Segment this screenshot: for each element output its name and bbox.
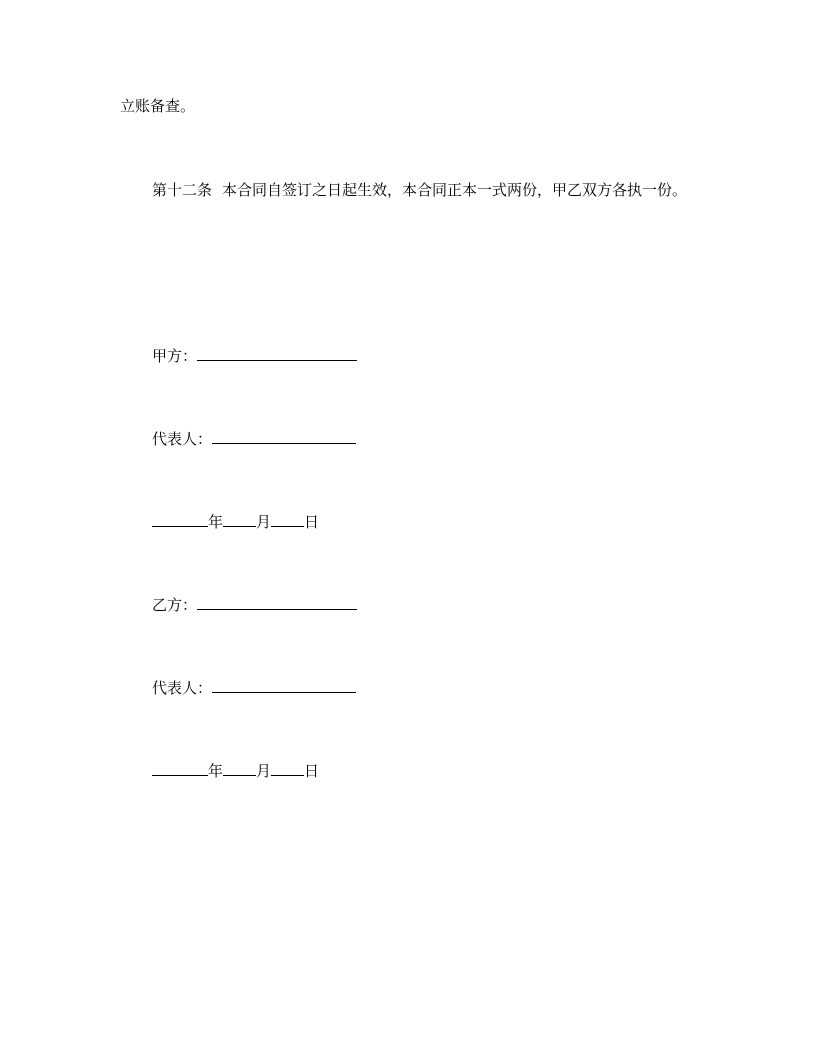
party-a-year-label: 年 xyxy=(208,513,224,531)
party-b-day-blank[interactable] xyxy=(271,761,304,776)
party-b-representative-line xyxy=(152,678,356,698)
party-a-representative-line xyxy=(152,429,356,449)
party-a-date-line xyxy=(152,512,319,532)
party-a-representative-label: 代表人： xyxy=(152,430,213,448)
party-b-month-label: 月 xyxy=(256,762,272,780)
party-a-day-blank[interactable] xyxy=(271,512,304,527)
article-12-text: 本合同自签订之日起生效，本合同正本一式两份，甲乙双方各执一份。 xyxy=(222,181,688,199)
party-a-signature-blank[interactable] xyxy=(197,346,357,361)
continuation-text-content: 立账备查。 xyxy=(120,97,196,115)
party-b-date-line xyxy=(152,761,319,781)
party-b-year-blank[interactable] xyxy=(152,761,208,776)
article-12 xyxy=(152,180,687,200)
party-b-day-label: 日 xyxy=(304,762,320,780)
party-a-month-label: 月 xyxy=(256,513,272,531)
party-a-label: 甲方： xyxy=(152,347,198,365)
party-b-line xyxy=(152,595,357,615)
article-12-label: 第十二条 xyxy=(152,181,213,199)
continuation-text xyxy=(120,96,195,116)
party-b-representative-blank[interactable] xyxy=(212,678,356,693)
party-b-representative-label: 代表人： xyxy=(152,679,213,697)
party-b-label: 乙方： xyxy=(152,596,198,614)
party-a-year-blank[interactable] xyxy=(152,512,208,527)
party-b-year-label: 年 xyxy=(208,762,224,780)
party-a-day-label: 日 xyxy=(304,513,320,531)
party-a-line xyxy=(152,346,357,366)
party-a-month-blank[interactable] xyxy=(223,512,256,527)
party-b-month-blank[interactable] xyxy=(223,761,256,776)
party-b-signature-blank[interactable] xyxy=(197,595,357,610)
party-a-representative-blank[interactable] xyxy=(212,429,356,444)
